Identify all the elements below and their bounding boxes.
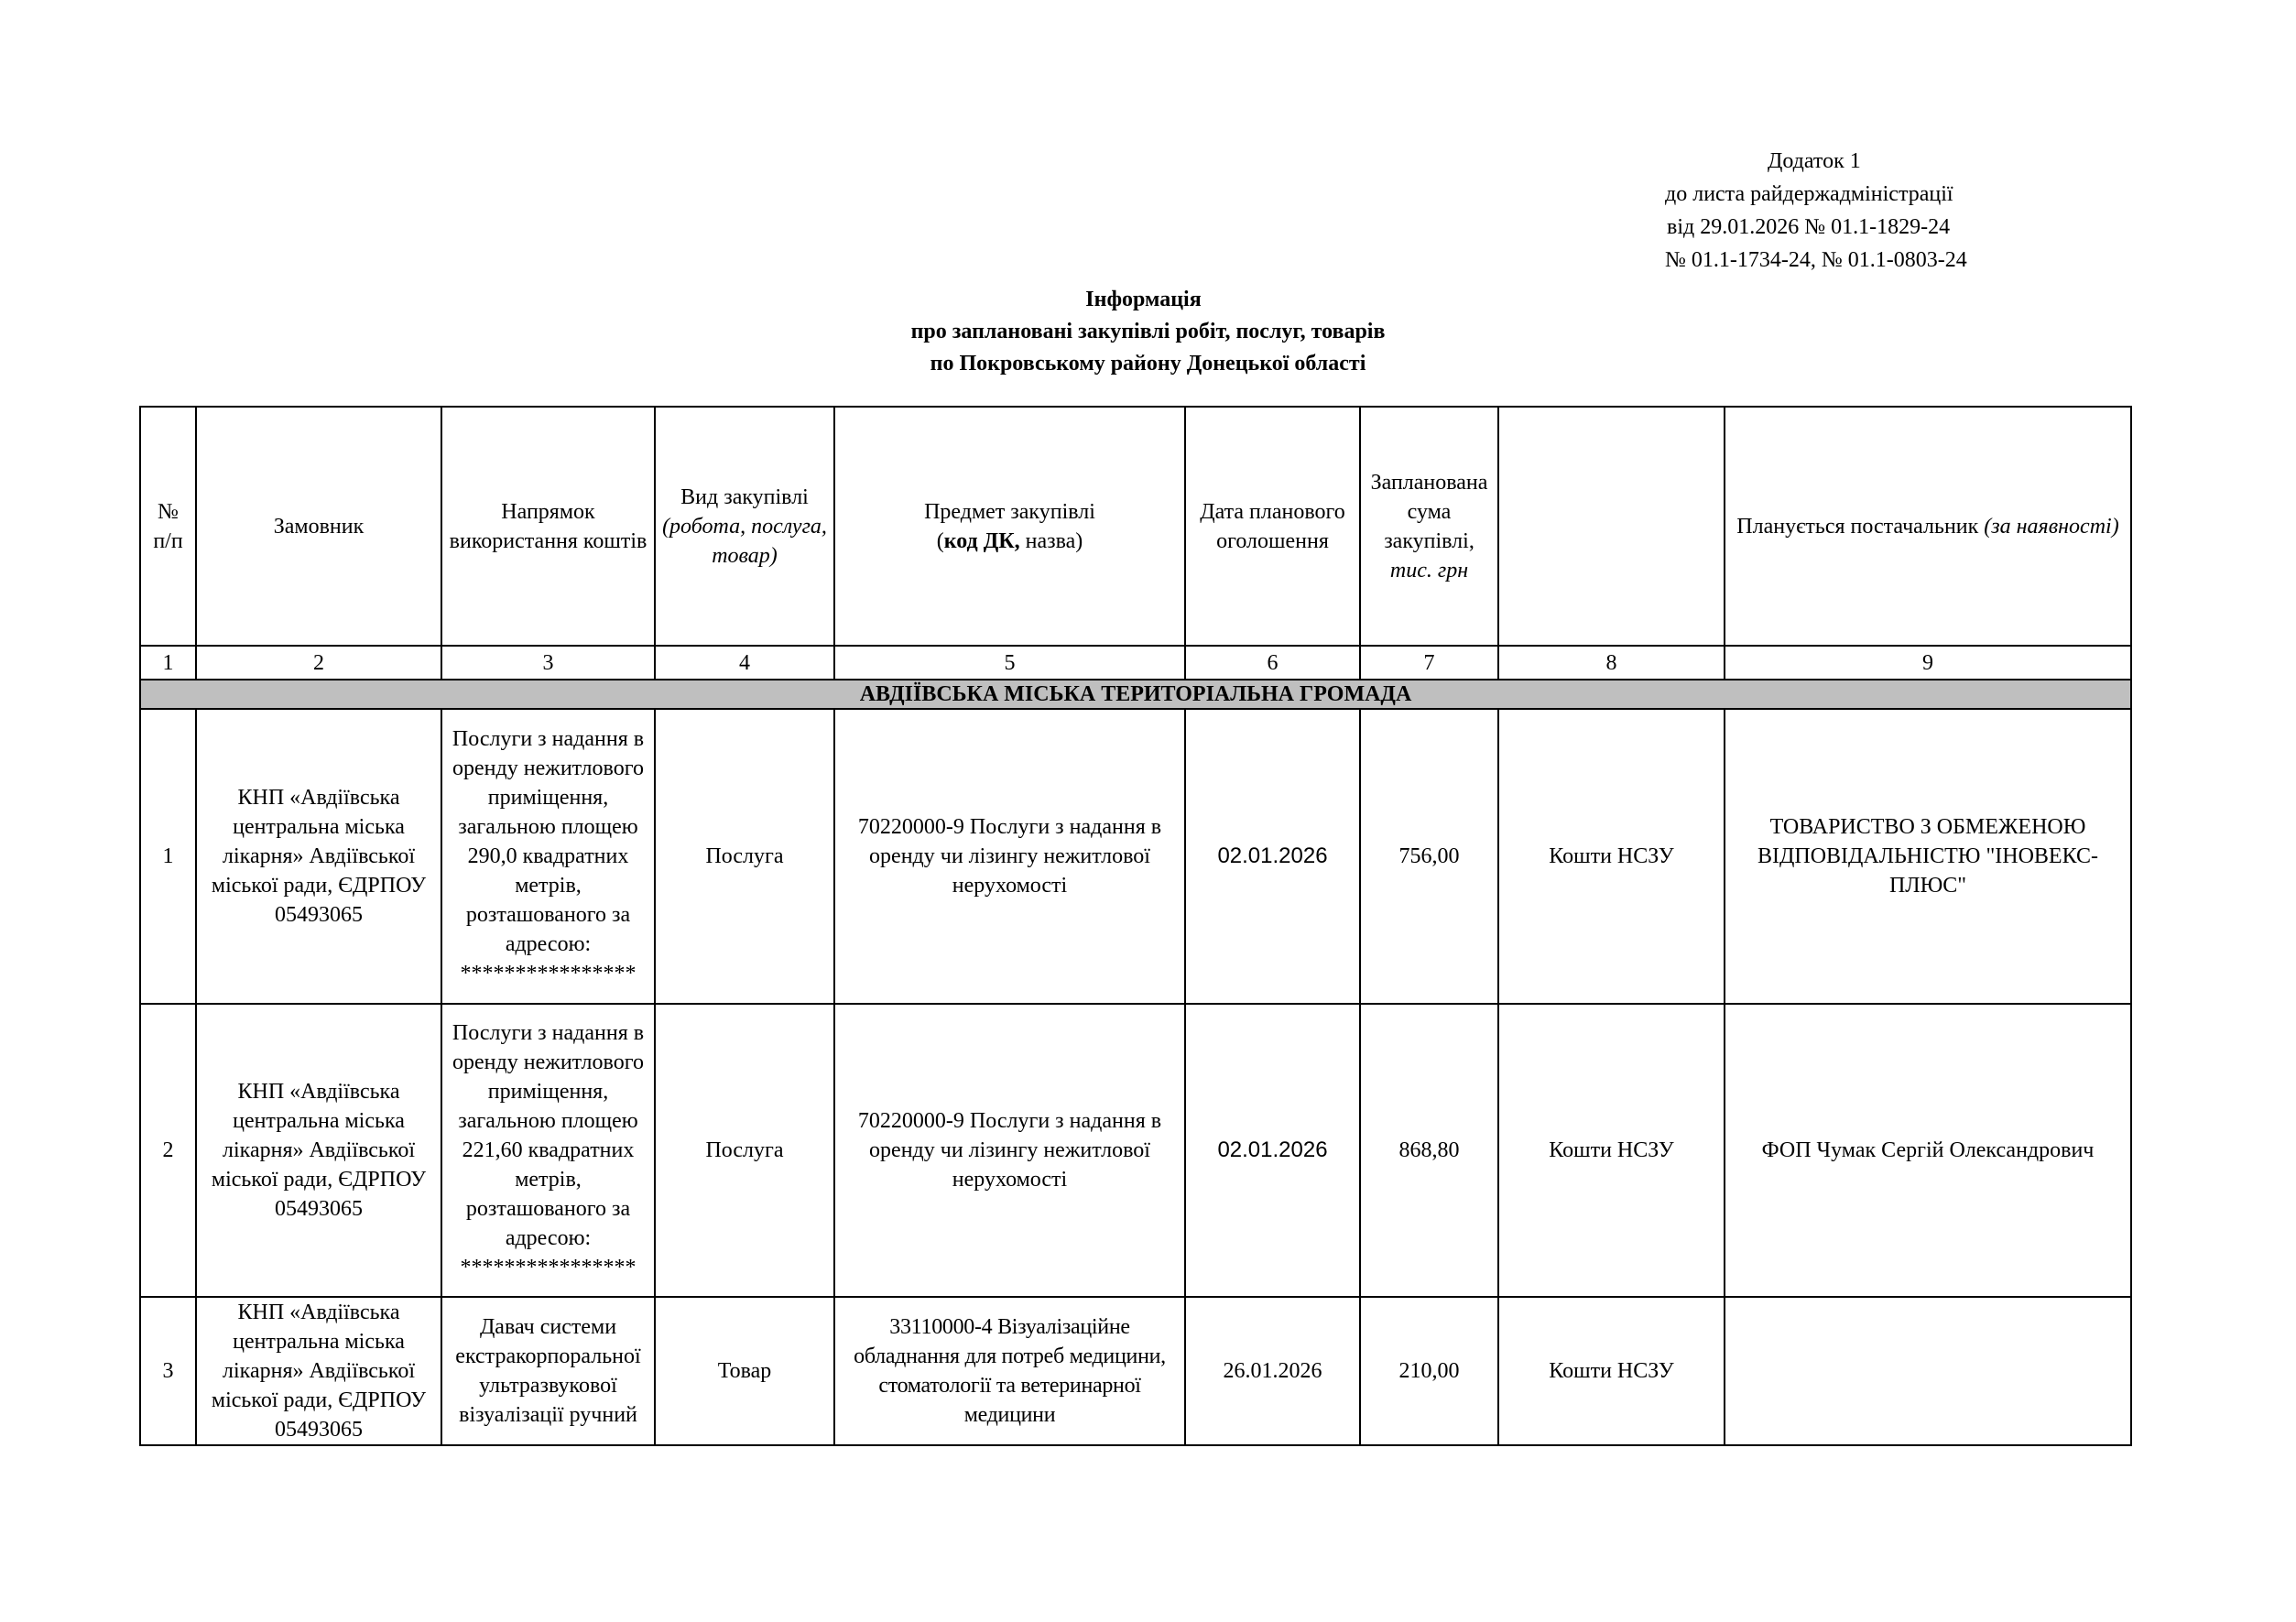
table-row xyxy=(140,709,2131,1004)
cell-supplier: ФОП Чумак Сергій Олександрович xyxy=(1725,1004,2131,1297)
table-row xyxy=(140,1004,2131,1297)
annex-block xyxy=(1665,145,2050,277)
cell-funding: Кошти НСЗУ xyxy=(1498,1004,1725,1297)
procurement-table xyxy=(139,406,2132,1446)
annex-line-letter: до листа райдержадміністрації xyxy=(1665,182,1953,206)
cell-date: 02.01.2026 xyxy=(1185,709,1360,1004)
cell-funding: Кошти НСЗУ xyxy=(1498,709,1725,1004)
cell-type: Послуга xyxy=(655,1004,834,1297)
cell-amount: 868,80 xyxy=(1360,1004,1498,1297)
header-number xyxy=(140,407,196,646)
group-title: АВДІЇВСЬКА МІСЬКА ТЕРИТОРІАЛЬНА ГРОМАДА xyxy=(140,680,2131,709)
column-number: 5 xyxy=(834,646,1185,680)
document-title-block xyxy=(0,284,2296,380)
header-amount-label: Запланована сума закупівлі, xyxy=(1370,470,1488,553)
cell-amount: 756,00 xyxy=(1360,709,1498,1004)
cell-supplier: ТОВАРИСТВО З ОБМЕЖЕНОЮ ВІДПОВІДАЛЬНІСТЮ "ІНОВЕКС-ПЛЮС" xyxy=(1725,709,2131,1004)
header-type-label: Вид закупівлі xyxy=(680,484,809,509)
column-number: 2 xyxy=(196,646,441,680)
header-amount-unit: тис. грн xyxy=(1389,558,1469,582)
column-number: 9 xyxy=(1725,646,2131,680)
cell-purpose: Послуги з надання в оренду нежитлового приміщення, загальною площею 221,60 квадратних метрів, розташованого за адресою: **************** xyxy=(441,1004,655,1297)
cell-subject: 70220000-9 Послуги з надання в оренду чи лізингу нежитлової нерухомості xyxy=(834,1004,1185,1297)
cell-subject: 70220000-9 Послуги з надання в оренду чи лізингу нежитлової нерухомості xyxy=(834,709,1185,1004)
group-row xyxy=(140,680,2131,709)
cell-number: 2 xyxy=(140,1004,196,1297)
cell-customer: КНП «Авдіївська центральна міська лікарня» Авдіївської міської ради, ЄДРПОУ 05493065 xyxy=(196,709,441,1004)
annex-line-date: від 29.01.2026 № 01.1-1829-24 xyxy=(1667,215,1951,239)
header-subject-name: назва) xyxy=(1019,528,1083,553)
cell-purpose: Послуги з надання в оренду нежитлового приміщення, загальною площею 290,0 квадратних метрів, розташованого за адресою: **************** xyxy=(441,709,655,1004)
cell-date: 02.01.2026 xyxy=(1185,1004,1360,1297)
table-row xyxy=(140,1297,2131,1445)
document-subtitle: про заплановані закупівлі робіт, послуг, товарів xyxy=(910,320,1386,343)
cell-purpose: Давач системи екстракорпоральної ультразвукової візуалізації ручний xyxy=(441,1297,655,1445)
cell-type: Послуга xyxy=(655,709,834,1004)
header-subject-paren: ( xyxy=(936,528,944,553)
column-number: 1 xyxy=(140,646,196,680)
annex-title: Додаток 1 xyxy=(1768,149,1861,173)
header-number-sign: № xyxy=(158,499,179,524)
cell-subject: 33110000-4 Візуалізаційне обладнання для потреб медицини, стоматології та ветеринарної медицини xyxy=(834,1297,1185,1445)
cell-number: 3 xyxy=(140,1297,196,1445)
cell-type: Товар xyxy=(655,1297,834,1445)
header-supplier xyxy=(1725,407,2131,646)
column-number-row xyxy=(140,646,2131,680)
header-supplier-label: Планується постачальник xyxy=(1736,514,1979,539)
document-title: Інформація xyxy=(1085,288,1202,311)
column-number: 3 xyxy=(441,646,655,680)
column-number: 7 xyxy=(1360,646,1498,680)
cell-date: 26.01.2026 xyxy=(1185,1297,1360,1445)
header-number-pp: п/п xyxy=(153,528,183,553)
header-type-note: (робота, послуга, товар) xyxy=(662,514,827,568)
header-supplier-note: (за наявності) xyxy=(1984,514,2119,539)
header-funding xyxy=(1498,407,1725,646)
cell-number: 1 xyxy=(140,709,196,1004)
header-subject xyxy=(834,407,1185,646)
header-customer: Замовник xyxy=(196,407,441,646)
header-date: Дата планового оголошення xyxy=(1185,407,1360,646)
cell-supplier xyxy=(1725,1297,2131,1445)
column-number: 6 xyxy=(1185,646,1360,680)
header-subject-code: код ДК, xyxy=(943,528,1020,553)
header-amount xyxy=(1360,407,1498,646)
document-region: по Покровському району Донецької області xyxy=(930,352,1366,376)
header-purpose: Напрямок використання коштів xyxy=(441,407,655,646)
cell-funding: Кошти НСЗУ xyxy=(1498,1297,1725,1445)
annex-line-numbers: № 01.1-1734-24, № 01.1-0803-24 xyxy=(1665,248,1967,272)
header-type xyxy=(655,407,834,646)
column-number: 4 xyxy=(655,646,834,680)
cell-customer: КНП «Авдіївська центральна міська лікарня» Авдіївської міської ради, ЄДРПОУ 05493065 xyxy=(196,1297,441,1445)
cell-amount: 210,00 xyxy=(1360,1297,1498,1445)
cell-customer: КНП «Авдіївська центральна міська лікарня» Авдіївської міської ради, ЄДРПОУ 05493065 xyxy=(196,1004,441,1297)
header-row xyxy=(140,407,2131,646)
header-subject-label: Предмет закупівлі xyxy=(924,499,1095,524)
column-number: 8 xyxy=(1498,646,1725,680)
